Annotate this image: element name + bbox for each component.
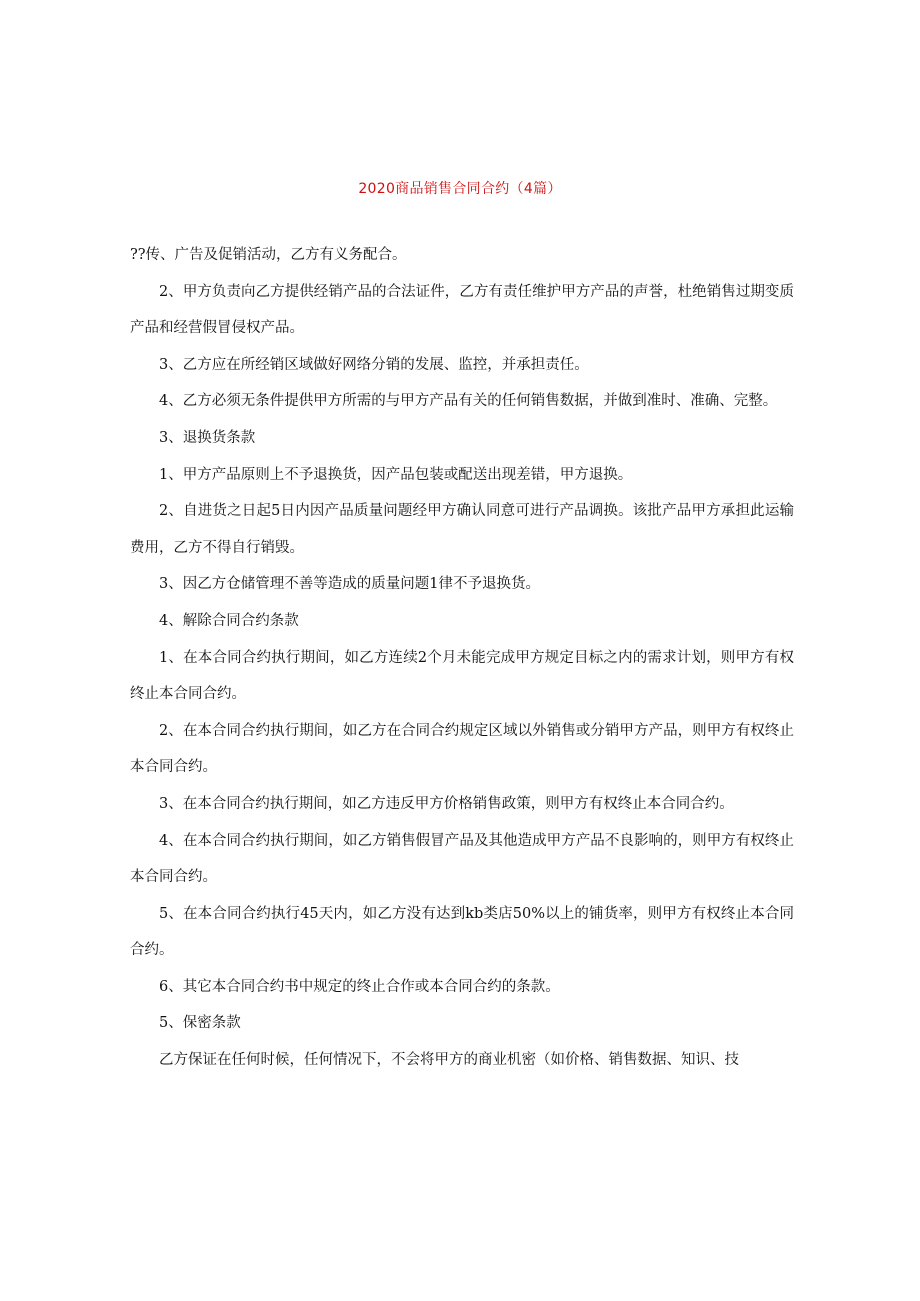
paragraph: 3、因乙方仓储管理不善等造成的质量问题1律不予退换货。 bbox=[159, 576, 540, 593]
paragraph: ??传、广告及促销活动，乙方有义务配合。 bbox=[130, 247, 407, 263]
paragraph: 乙方保证在任何时候，任何情况下，不会将甲方的商业机密（如价格、销售数据、知识、技 bbox=[159, 1052, 739, 1069]
paragraph: 2、在本合同合约执行期间，如乙方在合同合约规定区域以外销售或分销甲方产品，则甲方有权终止本合同合约。 bbox=[130, 722, 794, 776]
paragraph: 2、甲方负责向乙方提供经销产品的合法证件，乙方有责任维护甲方产品的声誉，杜绝销售过期变质产品和经营假冒侵权产品。 bbox=[130, 283, 794, 337]
section-heading: 3、退换货条款 bbox=[159, 429, 256, 446]
paragraph: 3、在本合同合约执行期间，如乙方违反甲方价格销售政策，则甲方有权终止本合同合约。 bbox=[159, 795, 734, 812]
paragraph: 6、其它本合同合约书中规定的终止合作或本合同合约的条款。 bbox=[159, 978, 560, 995]
document-body bbox=[130, 237, 794, 1079]
paragraph: 5、在本合同合约执行45天内，如乙方没有达到kb类店50%以上的铺货率，则甲方有权终止本合同合约。 bbox=[130, 905, 794, 959]
paragraph: 1、甲方产品原则上不予退换货，因产品包装或配送出现差错，甲方退换。 bbox=[159, 466, 633, 483]
paragraph: 4、乙方必须无条件提供甲方所需的与甲方产品有关的任何销售数据，并做到准时、准确、完整。 bbox=[159, 393, 778, 410]
paragraph: 1、在本合同合约执行期间，如乙方连续2个月未能完成甲方规定目标之内的需求计划，则甲方有权终止本合同合约。 bbox=[130, 649, 794, 703]
section-heading: 4、解除合同合约条款 bbox=[159, 612, 299, 629]
paragraph: 3、乙方应在所经销区域做好网络分销的发展、监控，并承担责任。 bbox=[159, 356, 589, 373]
document-title: 2020商品销售合同合约（4篇） bbox=[358, 181, 562, 197]
section-heading: 5、保密条款 bbox=[159, 1015, 241, 1032]
paragraph: 4、在本合同合约执行期间，如乙方销售假冒产品及其他造成甲方产品不良影响的，则甲方有权终止本合同合约。 bbox=[130, 832, 794, 886]
paragraph: 2、自进货之日起5日内因产品质量问题经甲方确认同意可进行产品调换。该批产品甲方承担此运输费用，乙方不得自行销毁。 bbox=[130, 503, 794, 556]
